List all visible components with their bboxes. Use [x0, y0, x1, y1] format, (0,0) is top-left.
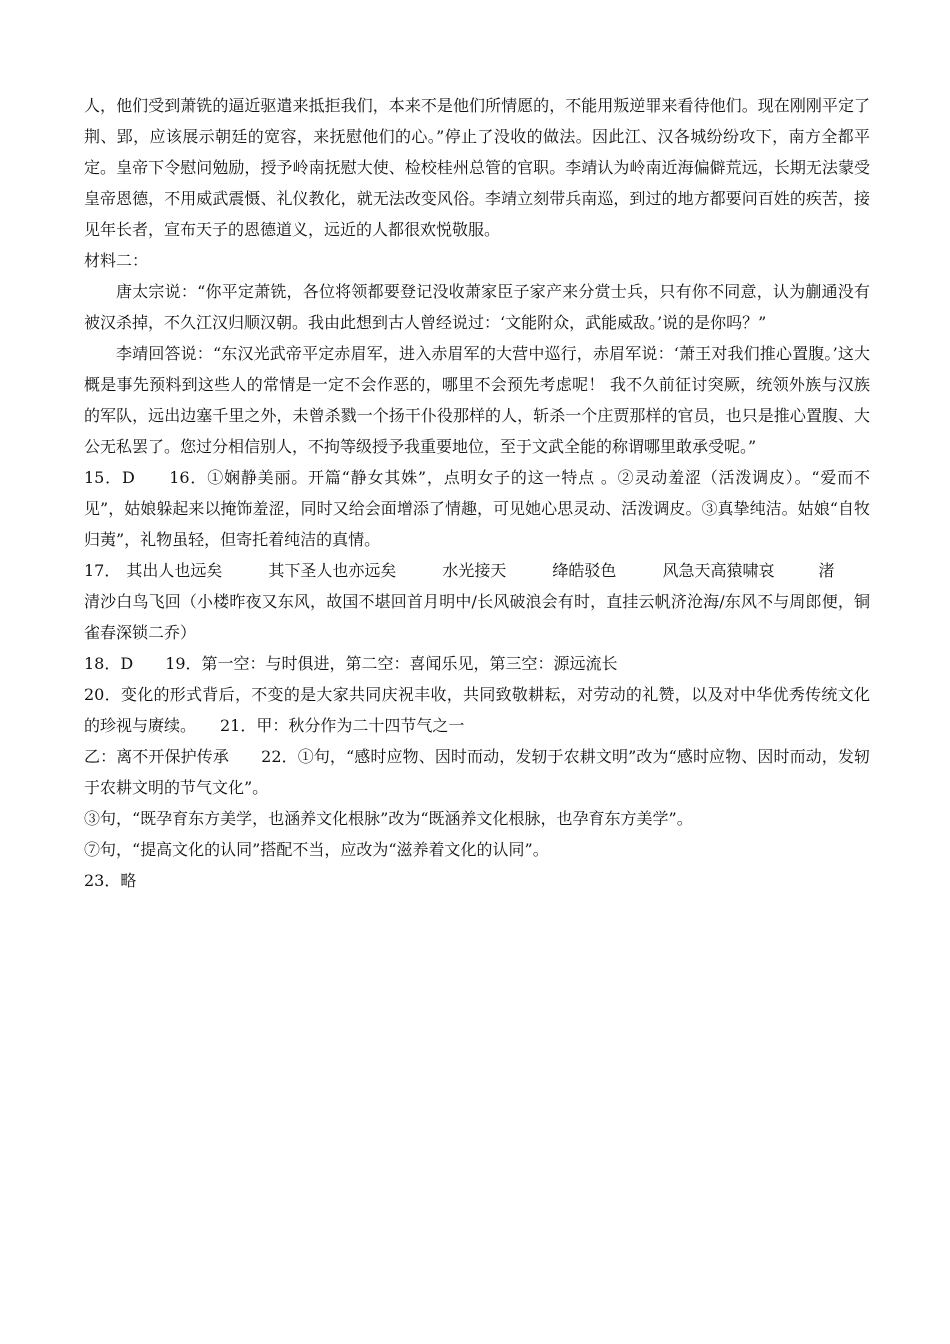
- document-page: [84, 90, 870, 896]
- material-two-label: 材料二：: [84, 251, 149, 270]
- answer-18-19: 18．D 19．第一空：与时俱进，第二空：喜闻乐见，第三空：源远流长: [84, 654, 618, 673]
- answer-17-item: 渚: [818, 561, 835, 580]
- answer-17-continued: 清沙白鸟飞回（小楼昨夜又东风，故国不堪回首月明中/长风破浪会有时，直挂云帆济沧海/东风不与周郎便，铜雀春深锁二乔）: [84, 592, 870, 642]
- material-two-paragraph-2: 李靖回答说：“东汉光武帝平定赤眉军，进入赤眉军的大营中巡行，赤眉军说：‘萧王对我们推心置腹。’这大概是事先预料到这些人的常情是一定不会作恶的，哪里不会预先考虑呢！ 我不久前征讨突厥，统领外族与汉族的军队，远出边塞千里之外，未曾杀戮一个扬干仆役那样的人，斩杀一个庄贾那样的官员，也只是推心置腹、大公无私罢了。您过分相信别人，不拘等级授予我重要地位，至于文武全能的称谓哪里敢承受呢。”: [84, 344, 870, 456]
- material-one-tail: 人，他们受到萧铣的逼近驱遣来抵拒我们，本来不是他们所情愿的，不能用叛逆罪来看待他们。现在刚刚平定了荆、郢，应该展示朝廷的宽容，来抚慰他们的心。”停止了没收的做法。因此江、汉各城纷纷攻下，南方全都平定。皇帝下令慰问勉励，授予岭南抚慰大使、检校桂州总管的官职。李靖认为岭南近海偏僻荒远，长期无法蒙受皇帝恩德，不用威武震慑、礼仪教化，就无法改变风俗。李靖立刻带兵南巡，到过的地方都要问百姓的疾苦，接见年长者，宣布天子的恩德道义，远近的人都很欢悦敬服。: [84, 96, 870, 239]
- answer-23: 23．略: [84, 871, 137, 890]
- answer-17-item: 绛皓驳色: [552, 561, 617, 580]
- answer-20-21: 20．变化的形式背后，不变的是大家共同庆祝丰收，共同致敬耕耘，对劳动的礼赞，以及对中华优秀传统文化的珍视与赓续。 21．甲：秋分作为二十四节气之一: [84, 685, 870, 735]
- answer-17-item: 其出人也远矣: [126, 561, 223, 580]
- answer-22-line-3: ⑦句，“提高文化的认同”搭配不当，应改为“滋养着文化的认同”。: [84, 840, 549, 859]
- answer-17-item: 水光接天: [442, 561, 507, 580]
- answer-17-label: 17．: [84, 561, 121, 580]
- answer-17-row: [84, 555, 870, 586]
- answer-17-item: 风急天高猿啸哀: [662, 561, 775, 580]
- answer-17-item: 其下圣人也亦远矣: [268, 561, 397, 580]
- answer-21-22: 乙：离不开保护传承 22．①句，“感时应物、因时而动，发轫于农耕文明”改为“感时应物、因时而动，发轫于农耕文明的节气文化”。: [84, 747, 870, 797]
- answer-15-16: 15．D 16．①娴静美丽。开篇“静女其姝”，点明女子的这一特点 。②灵动羞涩（活泼调皮）。“爱而不见”，姑娘躲起来以掩饰羞涩，同时又给会面增添了情趣，可见她心思灵动、活泼调皮。③真挚纯洁。姑娘“自牧归荑”，礼物虽轻，但寄托着纯洁的真情。: [84, 468, 870, 549]
- material-two-paragraph-1: 唐太宗说：“你平定萧铣，各位将领都要登记没收萧家臣子家产来分赏士兵，只有你不同意，认为蒯通没有被汉杀掉，不久江汉归顺汉朝。我由此想到古人曾经说过：‘文能附众，武能威敌。’说的是你吗？”: [84, 282, 870, 332]
- answer-22-line-2: ③句，“既孕育东方美学，也涵养文化根脉”改为“既涵养文化根脉，也孕育东方美学”。: [84, 809, 693, 828]
